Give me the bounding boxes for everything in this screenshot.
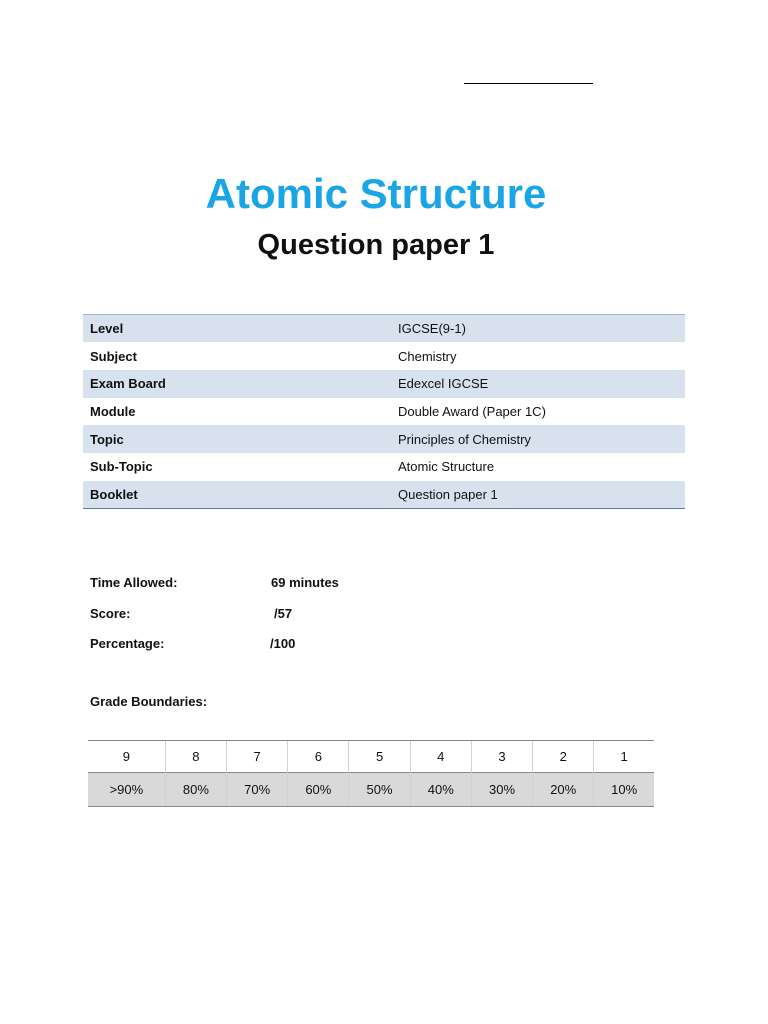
grade-row (88, 741, 654, 773)
info-table (83, 314, 685, 509)
info-label: Sub-Topic (90, 459, 153, 475)
grade-cell: 8 (165, 741, 226, 773)
info-row-topic (83, 425, 685, 453)
percentage-cell: 30% (471, 773, 532, 807)
percentage-cell: >90% (88, 773, 165, 807)
info-value: Double Award (Paper 1C) (398, 403, 546, 419)
percentage-cell: 80% (165, 773, 226, 807)
grade-boundaries-table (88, 740, 654, 807)
info-label: Exam Board (83, 370, 391, 398)
grade-boundaries-label: Grade Boundaries: (90, 694, 208, 709)
info-label: Level (83, 315, 391, 343)
percentage-cell: 70% (227, 773, 288, 807)
percentage-cell: 40% (410, 773, 471, 807)
score-label: Score: (90, 606, 131, 621)
time-allowed-label: Time Allowed: (90, 575, 178, 590)
grade-cell: 9 (88, 741, 165, 773)
grade-cell: 2 (533, 741, 594, 773)
info-row-sub-topic (83, 453, 685, 481)
info-row-level (83, 315, 685, 343)
percentage-cell: 60% (288, 773, 349, 807)
percentage-label: Percentage: (90, 636, 165, 651)
info-value: Edexcel IGCSE (391, 370, 685, 398)
info-label: Booklet (83, 481, 391, 509)
info-row-subject (83, 342, 685, 370)
page-subtitle: Question paper 1 (257, 229, 495, 261)
percentage-cell: 10% (594, 773, 654, 807)
info-label: Subject (90, 348, 137, 364)
grade-cell: 7 (227, 741, 288, 773)
percentage-cell: 50% (349, 773, 410, 807)
info-value: IGCSE(9-1) (391, 315, 685, 343)
grade-cell: 5 (349, 741, 410, 773)
info-row-module (83, 398, 685, 426)
info-value: Question paper 1 (391, 481, 685, 509)
grade-cell: 6 (288, 741, 349, 773)
score-value: /57 (274, 606, 293, 621)
page-title: Atomic Structure (205, 170, 547, 217)
time-allowed-value: 69 minutes (271, 575, 339, 590)
info-row-booklet (83, 481, 685, 509)
grade-cell: 4 (410, 741, 471, 773)
percentage-value: /100 (270, 636, 296, 651)
info-label: Module (90, 403, 136, 419)
info-row-exam-board (83, 370, 685, 398)
percentage-cell: 20% (533, 773, 594, 807)
grade-cell: 3 (471, 741, 532, 773)
info-value: Principles of Chemistry (391, 425, 685, 453)
info-label: Topic (83, 425, 391, 453)
top-rule (464, 83, 593, 84)
percentage-row (88, 773, 654, 807)
grade-cell: 1 (594, 741, 654, 773)
info-value: Atomic Structure (398, 459, 495, 475)
info-value: Chemistry (398, 348, 457, 364)
